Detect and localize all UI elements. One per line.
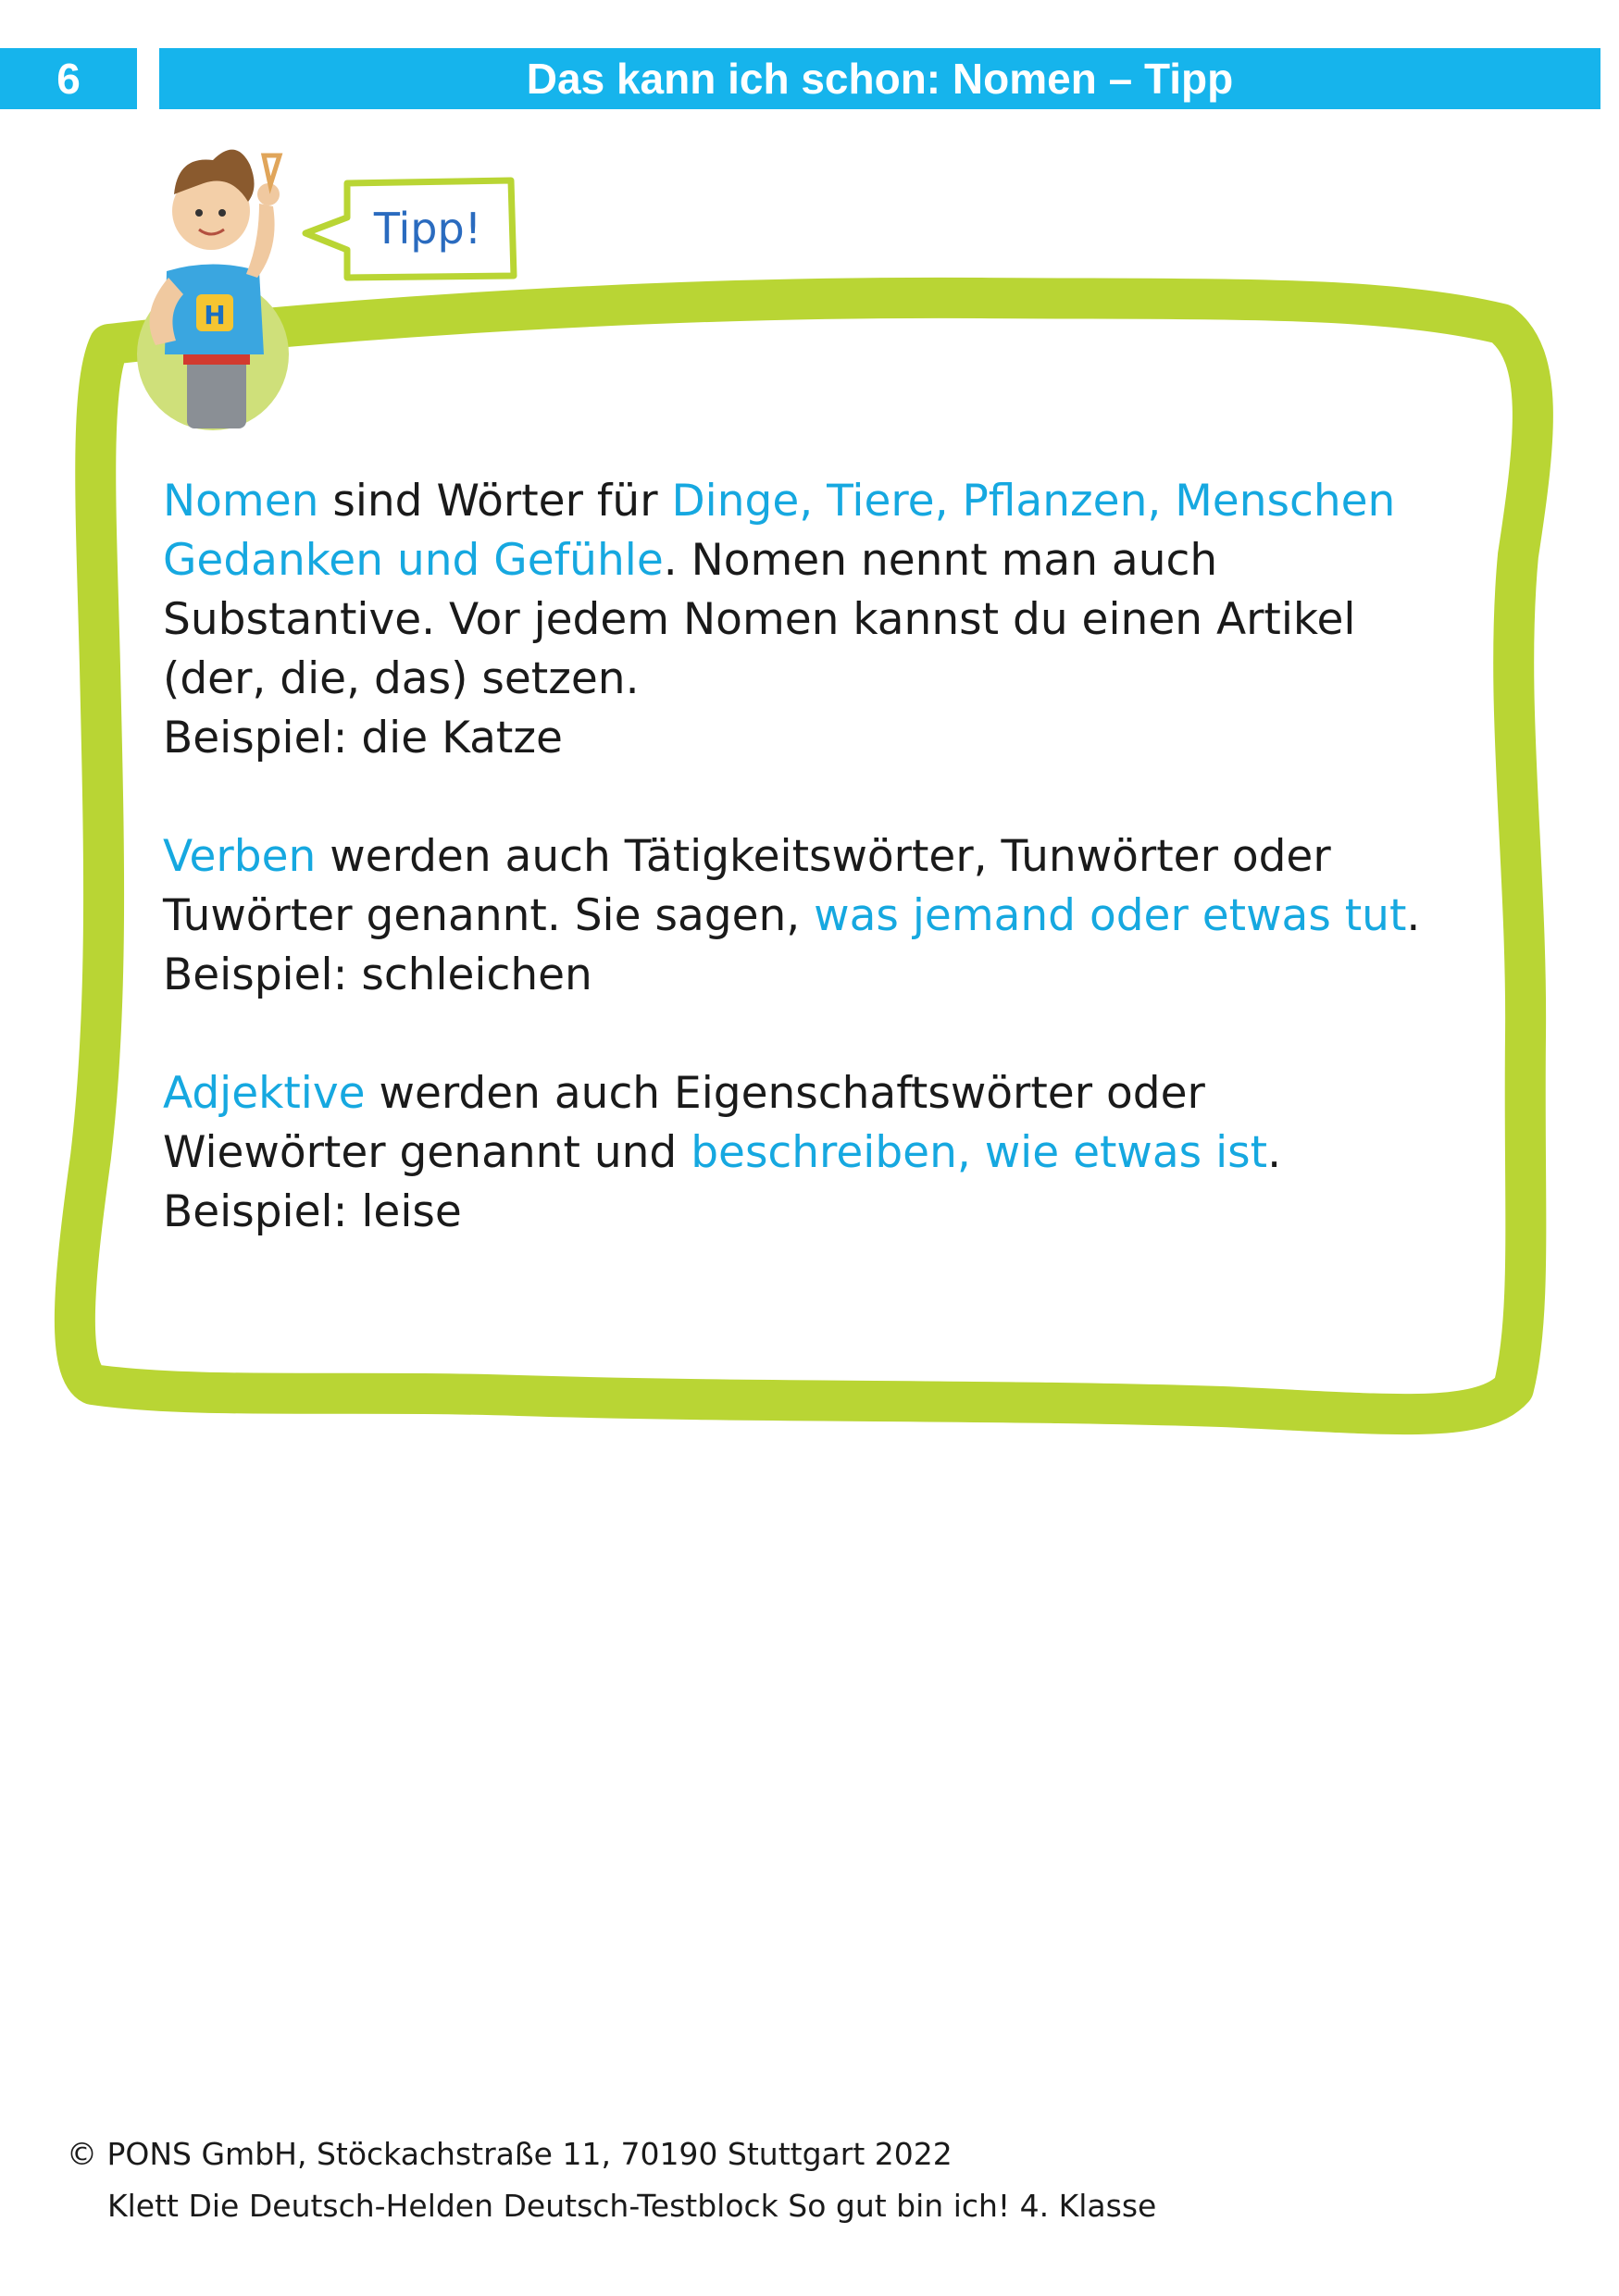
copyright-footer	[67, 2128, 1548, 2232]
verben-text-2: Tuwörter genannt. Sie sagen,	[163, 890, 815, 941]
verben-highlight: was jemand oder etwas tut	[814, 890, 1407, 941]
nomen-highlight-1: Dinge, Tiere, Pflanzen, Menschen	[671, 476, 1396, 527]
adjektive-text-1: werden auch Eigenschaftswörter oder	[365, 1068, 1205, 1119]
verben-paragraph	[163, 827, 1450, 1005]
nomen-text-3: Substantive. Vor jedem Nomen kannst du einen Artikel	[163, 594, 1356, 645]
nomen-example: Beispiel: die Katze	[163, 713, 563, 763]
svg-text:H: H	[204, 300, 226, 330]
adjektive-term: Adjektive	[163, 1068, 366, 1119]
verben-term: Verben	[163, 831, 317, 882]
verben-example: Beispiel: schleichen	[163, 949, 592, 1000]
adjektive-text-3: .	[1267, 1127, 1282, 1178]
adjektive-text-2: Wiewörter genannt und	[163, 1127, 691, 1178]
hero-mascot-icon	[74, 118, 324, 433]
nomen-term: Nomen	[163, 476, 319, 527]
page-title: Das kann ich schon: Nomen – Tipp	[159, 48, 1600, 109]
tip-bubble-label: Tipp!	[373, 204, 482, 254]
verben-text-3: .	[1406, 890, 1421, 941]
footer-copyright: © PONS GmbH, Stöckachstraße 11, 70190 Stuttgart 2022	[67, 2136, 953, 2172]
nomen-paragraph	[163, 472, 1450, 768]
adjektive-paragraph	[163, 1064, 1450, 1242]
verben-text-1: werden auch Tätigkeitswörter, Tunwörter oder	[316, 831, 1331, 882]
nomen-text-1: sind Wörter für	[318, 476, 672, 527]
adjektive-highlight: beschreiben, wie etwas ist	[691, 1127, 1268, 1178]
adjektive-example: Beispiel: leise	[163, 1186, 462, 1237]
nomen-text-2: . Nomen nennt man auch	[663, 535, 1218, 586]
footer-product: Klett Die Deutsch-Helden Deutsch-Testblock So gut bin ich! 4. Klasse	[107, 2188, 1157, 2224]
tip-content	[163, 472, 1450, 1301]
nomen-highlight-2: Gedanken und Gefühle	[163, 535, 664, 586]
page-number: 6	[0, 48, 137, 109]
nomen-text-4: (der, die, das) setzen.	[163, 653, 640, 704]
